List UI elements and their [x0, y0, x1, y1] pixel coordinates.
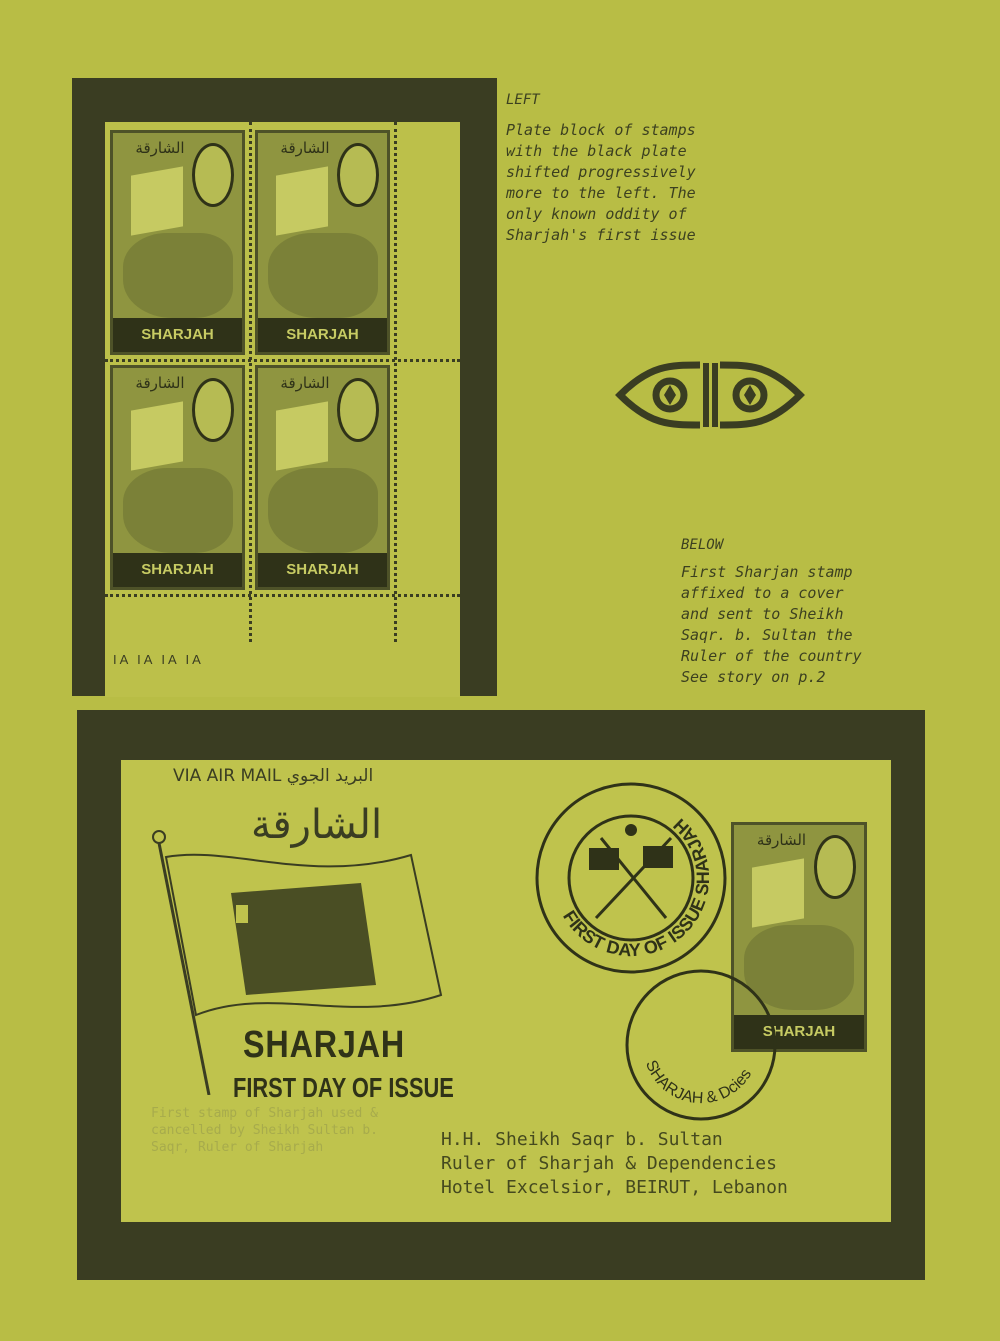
- caption-line: and sent to Sheikh: [681, 605, 844, 623]
- caption-line: Ruler of the country: [681, 647, 862, 665]
- ruler-portrait-icon: [337, 378, 379, 442]
- map-icon: [268, 468, 378, 553]
- caption-line: Plate block of stamps: [506, 121, 696, 139]
- flag-icon: [276, 166, 328, 235]
- plate-block-panel: [72, 78, 497, 696]
- first-day-of-issue-title: FIRST DAY OF ISSUE: [233, 1072, 454, 1103]
- address-line: Hotel Excelsior, BEIRUT, Lebanon: [441, 1177, 788, 1198]
- ornament-divider-icon: [615, 355, 805, 435]
- faded-note: First stamp of Sharjah used & cancelled by Sheikh Sultan b. Saqr, Ruler of Sharjah: [151, 1106, 378, 1155]
- caption-line: Sharjah's first issue: [506, 226, 696, 244]
- map-icon: [123, 233, 233, 318]
- stamp-country-label: SHARJAH: [113, 318, 242, 352]
- plate-stamp-2: [255, 130, 390, 355]
- perforation-line: [394, 122, 397, 642]
- first-day-cancel-icon: [531, 778, 731, 978]
- stamp-arabic-name: الشارقة: [135, 374, 185, 392]
- flag-icon: [131, 401, 183, 470]
- caption-line: more to the left. The: [506, 184, 696, 202]
- stamp-country-label: SHARJAH: [258, 553, 387, 587]
- svg-text:SHARJAH & Dcies: [642, 1058, 755, 1107]
- map-icon: [268, 233, 378, 318]
- postmark-cancel-icon: [621, 965, 781, 1125]
- plate-stamp-1: [110, 130, 245, 355]
- flag-icon: [276, 401, 328, 470]
- plate-stamp-4: [255, 365, 390, 590]
- ruler-portrait-icon: [814, 835, 856, 899]
- left-caption-heading: LEFT: [506, 92, 540, 108]
- stamp-country-label: SHARJAH: [734, 1015, 864, 1049]
- first-day-cover: [121, 760, 891, 1222]
- caption-line: with the black plate: [506, 142, 687, 160]
- below-caption-heading: BELOW: [681, 537, 724, 553]
- cancel-small-text: SHARJAH & Dcies: [641, 1057, 756, 1108]
- caption-line: First Sharjan stamp: [681, 563, 853, 581]
- address-line: H.H. Sheikh Saqr b. Sultan: [441, 1129, 723, 1150]
- flag-icon: [752, 858, 804, 927]
- plate-stamp-3: [110, 365, 245, 590]
- perforation-line: [249, 122, 252, 642]
- plate-block-sheet: [105, 122, 460, 697]
- stamp-country-label: SHARJAH: [258, 318, 387, 352]
- caption-line: See story on p.2: [681, 668, 826, 686]
- caption-line: only known oddity of: [506, 205, 687, 223]
- ruler-portrait-icon: [192, 143, 234, 207]
- cover-panel: [77, 710, 925, 1280]
- caption-line: Saqr. b. Sultan the: [681, 626, 853, 644]
- stamp-arabic-name: الشارقة: [280, 374, 330, 392]
- map-icon: [123, 468, 233, 553]
- via-air-mail-label: VIA AIR MAIL البريد الجوي: [173, 766, 374, 786]
- address-block: [441, 1128, 788, 1200]
- cancel-big-text: FIRST DAY OF ISSUE SHARJAH: [559, 814, 714, 961]
- address-line: Ruler of Sharjah & Dependencies: [441, 1153, 777, 1174]
- stamp-arabic-name: الشارقة: [756, 831, 807, 849]
- cover-country-title: SHARJAH: [243, 1024, 406, 1066]
- stamp-arabic-name: الشارقة: [280, 139, 330, 157]
- below-caption: [681, 535, 909, 688]
- ruler-portrait-icon: [192, 378, 234, 442]
- perforation-line: [105, 359, 460, 362]
- perforation-line: [105, 594, 460, 597]
- caption-line: shifted progressively: [506, 163, 696, 181]
- flag-icon: [131, 166, 183, 235]
- left-caption: [506, 90, 731, 246]
- ruler-portrait-icon: [337, 143, 379, 207]
- arabic-title: الشارقة: [251, 802, 383, 848]
- stamp-arabic-name: الشارقة: [135, 139, 185, 157]
- plate-numbers: IA IA IA IA: [113, 652, 204, 667]
- caption-line: affixed to a cover: [681, 584, 844, 602]
- stamp-country-label: SHARJAH: [113, 553, 242, 587]
